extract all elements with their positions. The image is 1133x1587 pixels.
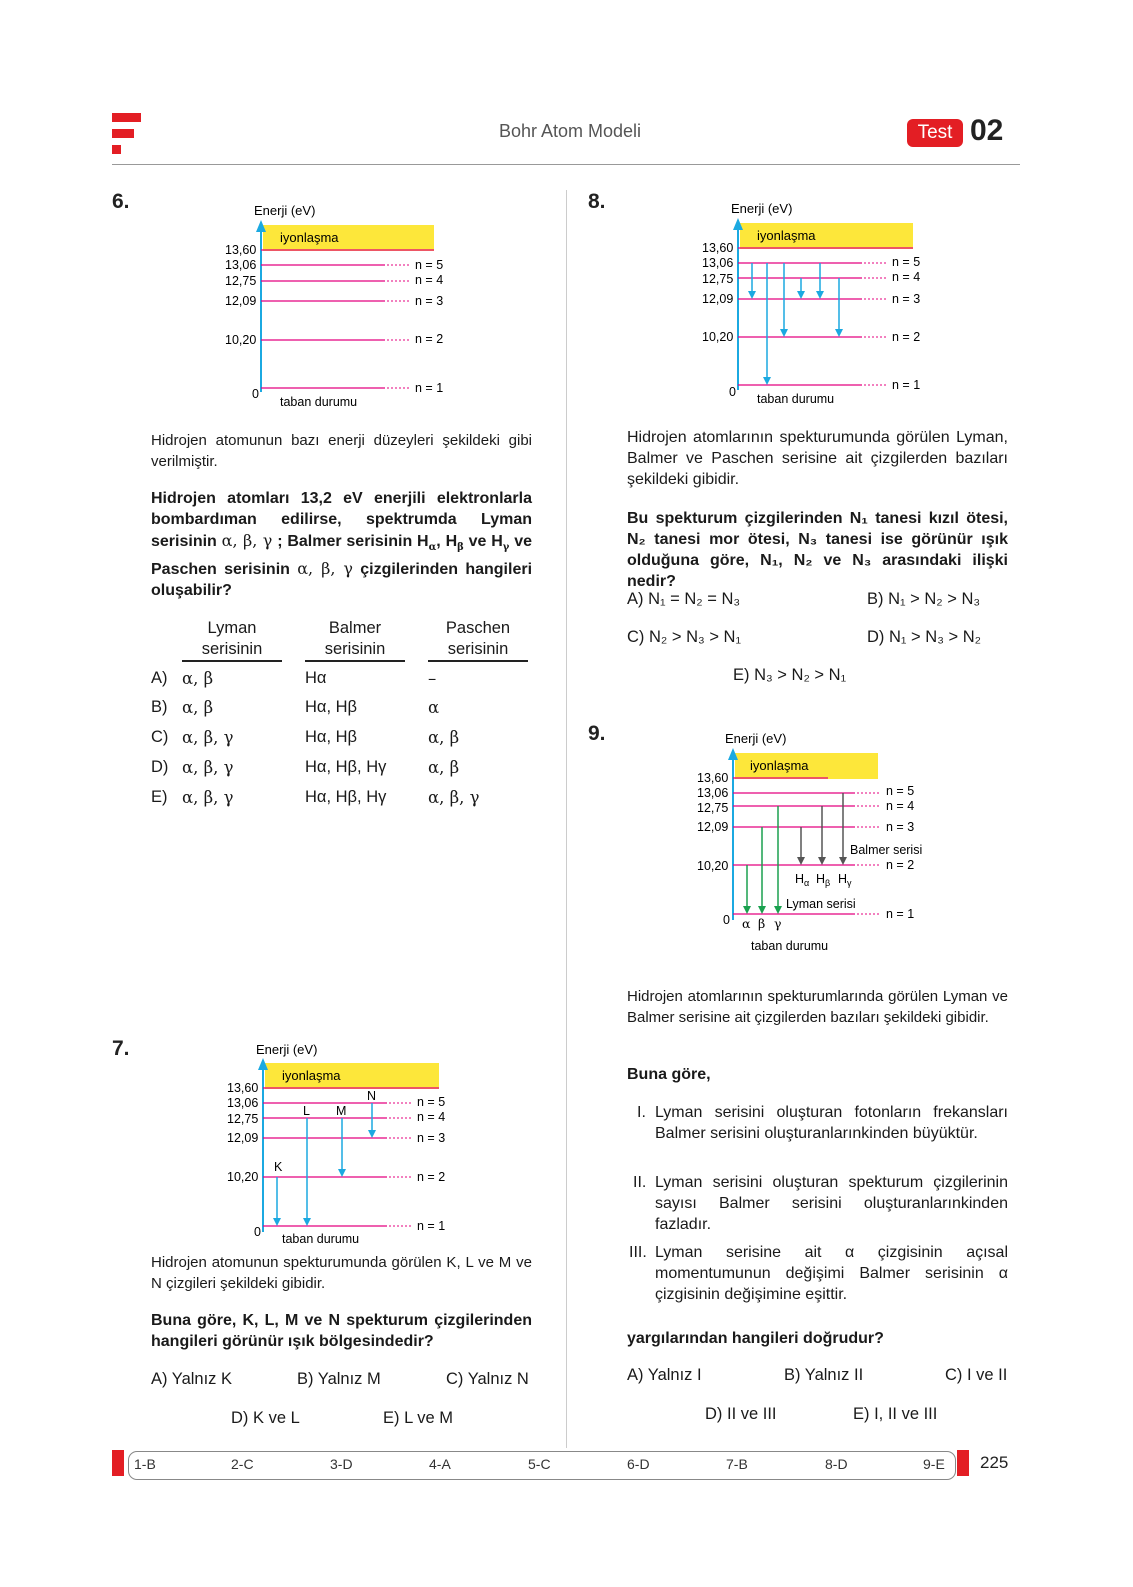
answer-key-item: 5-C (528, 1456, 551, 1472)
question-8-number: 8. (588, 190, 606, 213)
balmer-cell: Hα (305, 669, 327, 687)
line-L (303, 1118, 311, 1226)
page-number: 225 (980, 1453, 1009, 1472)
balmer-alpha (797, 827, 805, 865)
svg-text:n = 4: n = 4 (892, 270, 921, 284)
lyman-alpha (743, 865, 751, 914)
svg-text:Enerji (eV): Enerji (eV) (725, 731, 787, 746)
svg-text:Hγ: $H_\gamma$ (838, 872, 852, 888)
level-label: n = 5 (415, 258, 444, 272)
paschen-cell: α (428, 698, 440, 717)
svg-text:γ: γ (774, 916, 782, 931)
svg-text:13,06: 13,06 (227, 1096, 259, 1110)
question-7-number: 7. (112, 1037, 130, 1060)
transition-arrow (763, 263, 771, 385)
q9-option-c[interactable]: C) I ve II (945, 1366, 1008, 1384)
svg-text:13,60: 13,60 (227, 1081, 259, 1095)
question-6-number: 6. (112, 190, 130, 213)
svg-text:iyonlaşma: iyonlaşma (282, 1068, 341, 1083)
svg-text:n = 4: n = 4 (417, 1110, 446, 1124)
svg-text:Lyman serisi: Lyman serisi (786, 897, 856, 911)
svg-text:n = 5: n = 5 (886, 784, 915, 798)
svg-text:13,06: 13,06 (702, 256, 734, 270)
q6-stem: Hidrojen atomları 13,2 eV enerjili elektronlarla bombardıman edilirse, spektrumda Lyman serisinin α, β, γ ; Balmer serisinin $H_\alpha$, $H_\beta$ ve $H_\gamma$ ve Paschen serisinin α, β, γ çizgilerinden hangileri oluşabilir? (151, 490, 533, 600)
svg-text:n = 2: n = 2 (892, 330, 921, 344)
q7-stem: Buna göre, K, L, M ve N spekturum çizgilerinden hangileri görünür ışık bölgesindedir? (151, 1312, 532, 1350)
lyman-cell: α, β (182, 698, 214, 717)
transition-arrow (780, 263, 788, 337)
lyman-gamma (774, 806, 782, 914)
q9-statement-1: Lyman serisini oluşturan fotonların frekansları Balmer serisini oluşturanlarınkinden büyüktür. (655, 1104, 1008, 1142)
svg-text:12,09: 12,09 (227, 1131, 259, 1145)
q7-intro: Hidrojen atomunun spekturumunda görülen K, L ve M ve N çizgileri şekildeki gibidir. (151, 1254, 532, 1292)
svg-text:M: M (336, 1104, 347, 1118)
q9-option-a[interactable]: A) Yalnız I (627, 1366, 702, 1384)
svg-text:10,20: 10,20 (227, 1170, 259, 1184)
paschen-cell: α, β (428, 728, 460, 747)
q7-option-c[interactable]: C) Yalnız N (446, 1370, 529, 1388)
paschen-cell: α, β (428, 758, 460, 777)
svg-text:α: α (742, 916, 751, 931)
svg-text:Enerji (eV): Enerji (eV) (731, 201, 793, 216)
svg-text:L: L (303, 1104, 310, 1118)
svg-text:N: N (367, 1089, 377, 1103)
svg-text:0: 0 (254, 1225, 261, 1239)
q9-statement-1-num: I. (637, 1104, 646, 1121)
balmer-cell: Hα, Hβ (305, 698, 358, 716)
svg-text:n = 3: n = 3 (886, 820, 915, 834)
q6-energy-diagram (215, 198, 475, 416)
answer-key-item: 9-E (923, 1456, 945, 1472)
answer-key-item: 2-C (231, 1456, 254, 1472)
svg-text:12,75: 12,75 (697, 801, 729, 815)
axis-label: Enerji (eV) (254, 203, 316, 218)
header-divider (112, 164, 1020, 165)
q9-intro: Hidrojen atomlarının spekturumlarında görülen Lyman ve Balmer serisine ait çizgilerden bazıları şekildeki gibidir. (627, 988, 1008, 1026)
energy-label: 13,06 (225, 258, 257, 272)
svg-text:12,75: 12,75 (227, 1112, 259, 1126)
table-header-lyman: Lyman serisinin (201, 619, 263, 658)
lyman-cell: α, β, γ (182, 788, 234, 807)
answer-key-item: 3-D (330, 1456, 353, 1472)
q9-question: yargılarından hangileri doğrudur? (627, 1330, 884, 1347)
line-M (338, 1118, 346, 1177)
lyman-beta (758, 827, 766, 914)
publisher-logo-bar-1 (112, 113, 141, 122)
svg-text:12,75: 12,75 (702, 272, 734, 286)
table-header-balmer: Balmer serisinin (324, 619, 386, 658)
line-K (273, 1177, 281, 1226)
option-letter[interactable]: E) (151, 788, 168, 806)
svg-text:iyonlaşma: iyonlaşma (757, 228, 816, 243)
level-label: n = 3 (415, 294, 444, 308)
q7-option-b[interactable]: B) Yalnız M (297, 1370, 381, 1388)
publisher-logo-bar-3 (112, 145, 121, 154)
lyman-cell: α, β, γ (182, 728, 234, 747)
option-letter[interactable]: B) (151, 698, 168, 716)
svg-text:Enerji (eV): Enerji (eV) (256, 1042, 318, 1057)
q8-option-b[interactable]: B) N₁ > N₂ > N₃ (867, 590, 981, 608)
ground-label: taban durumu (280, 395, 358, 409)
svg-text:0: 0 (729, 385, 736, 399)
answer-key-item: 1-B (134, 1456, 156, 1472)
transition-arrow (816, 263, 824, 299)
balmer-cell: Hα, Hβ, Hγ (305, 758, 387, 776)
q9-statement-2: Lyman serisini oluşturan spekturum çizgilerinin sayısı Balmer serisini oluşturanlarınkinden fazladır. (655, 1174, 1008, 1233)
svg-text:taban durumu: taban durumu (282, 1232, 360, 1246)
q7-energy-diagram (215, 1038, 475, 1250)
svg-text:n = 3: n = 3 (892, 292, 921, 306)
svg-text:n = 3: n = 3 (417, 1131, 446, 1145)
svg-text:n = 1: n = 1 (886, 907, 915, 921)
publisher-logo-bar-2 (112, 129, 134, 138)
q7-option-e[interactable]: E) L ve M (383, 1409, 453, 1427)
svg-text:iyonlaşma: iyonlaşma (750, 758, 809, 773)
level-label: n = 4 (415, 273, 444, 287)
svg-text:13,60: 13,60 (702, 241, 734, 255)
energy-label: 13,60 (225, 243, 257, 257)
answer-key-item: 8-D (825, 1456, 848, 1472)
table-header-paschen: Paschen serisinin (445, 619, 511, 658)
lyman-cell: α, β, γ (182, 758, 234, 777)
svg-text:n = 5: n = 5 (892, 255, 921, 269)
level-label: n = 2 (415, 332, 444, 346)
svg-text:n = 1: n = 1 (417, 1219, 446, 1233)
answer-key-item: 4-A (429, 1456, 451, 1472)
test-badge: Test (907, 119, 963, 147)
q9-option-e[interactable]: E) I, II ve III (853, 1405, 938, 1423)
ion-label: iyonlaşma (280, 230, 339, 245)
energy-label: 12,09 (225, 294, 257, 308)
level-label: n = 1 (415, 381, 444, 395)
q9-option-d[interactable]: D) II ve III (705, 1405, 777, 1423)
svg-text:12,09: 12,09 (697, 820, 729, 834)
option-letter[interactable]: D) (151, 758, 169, 776)
q8-intro: Hidrojen atomlarının spekturumunda görülen Lyman, Balmer ve Paschen serisine ait çizgilerden bazıları şekildeki gibidir. (627, 429, 1008, 488)
svg-text:0: 0 (723, 913, 730, 927)
q8-energy-diagram (690, 196, 950, 414)
svg-text:taban durumu: taban durumu (757, 392, 835, 406)
svg-text:n = 5: n = 5 (417, 1095, 446, 1109)
column-divider (566, 190, 567, 1448)
q9-statement-2-num: II. (633, 1174, 647, 1191)
svg-text:n = 2: n = 2 (417, 1170, 446, 1184)
svg-text:12,09: 12,09 (702, 292, 734, 306)
svg-text:10,20: 10,20 (697, 859, 729, 873)
svg-text:β: β (758, 916, 766, 931)
option-letter[interactable]: C) (151, 728, 169, 746)
svg-text:n = 2: n = 2 (886, 858, 915, 872)
transition-arrow (835, 278, 843, 337)
q8-option-e[interactable]: E) N₃ > N₂ > N₁ (733, 666, 847, 684)
lyman-cell: α, β (182, 669, 214, 688)
q7-option-d[interactable]: D) K ve L (231, 1409, 300, 1427)
svg-text:n = 4: n = 4 (886, 799, 915, 813)
svg-text:taban durumu: taban durumu (751, 939, 829, 953)
test-number: 02 (970, 114, 1004, 147)
transition-arrow (748, 263, 756, 299)
q8-option-d[interactable]: D) N₁ > N₃ > N₂ (867, 628, 982, 646)
q9-energy-diagram (685, 726, 955, 958)
q9-lead: Buna göre, (627, 1066, 711, 1083)
q9-option-b[interactable]: B) Yalnız II (784, 1366, 864, 1384)
question-9-number: 9. (588, 722, 606, 745)
svg-text:K: K (274, 1160, 283, 1174)
footer-right-marker (957, 1450, 969, 1476)
option-letter[interactable]: A) (151, 669, 168, 687)
energy-label: 12,75 (225, 274, 257, 288)
svg-text:Hβ: $H_\beta$ (816, 872, 831, 888)
balmer-beta (818, 806, 826, 865)
answer-key-item: 6-D (627, 1456, 650, 1472)
svg-text:13,06: 13,06 (697, 786, 729, 800)
energy-label: 0 (252, 387, 259, 401)
balmer-cell: Hα, Hβ, Hγ (305, 788, 387, 806)
energy-label: 10,20 (225, 333, 257, 347)
svg-text:Balmer serisi: Balmer serisi (850, 843, 923, 857)
balmer-cell: Hα, Hβ (305, 728, 358, 746)
answer-key-item: 7-B (726, 1456, 748, 1472)
paschen-cell: α, β, γ (428, 788, 480, 807)
svg-text:Hα: $H_\alpha$ (795, 872, 810, 888)
balmer-gamma (839, 793, 847, 865)
svg-text:10,20: 10,20 (702, 330, 734, 344)
page-title: Bohr Atom Modeli (498, 121, 642, 141)
q7-option-a[interactable]: A) Yalnız K (151, 1370, 233, 1388)
q8-option-c[interactable]: C) N₂ > N₃ > N₁ (627, 628, 742, 646)
q6-intro: Hidrojen atomunun bazı enerji düzeyleri şekildeki gibi verilmiştir. (151, 432, 532, 470)
paschen-cell: – (428, 669, 437, 688)
q8-stem: Bu spekturum çizgilerinden N₁ tanesi kızıl ötesi, N₂ tanesi mor ötesi, N₃ tanesi ise görünür ışık olduğuna göre, N₁, N₂ ve N₃ arasındaki ilişki nedir? (627, 510, 1008, 590)
transition-arrow (797, 278, 805, 299)
svg-text:n = 1: n = 1 (892, 378, 921, 392)
q8-option-a[interactable]: A) N₁ = N₂ = N₃ (627, 590, 741, 608)
svg-text:13,60: 13,60 (697, 771, 729, 785)
footer-left-marker (112, 1450, 124, 1476)
line-N (368, 1103, 376, 1138)
q9-statement-3-num: III. (629, 1244, 647, 1261)
q9-statement-3: Lyman serisine ait α çizgisinin açısal momentumunun değişimi Balmer serisinin α çizgisinin değişimine eşittir. (655, 1244, 1008, 1303)
